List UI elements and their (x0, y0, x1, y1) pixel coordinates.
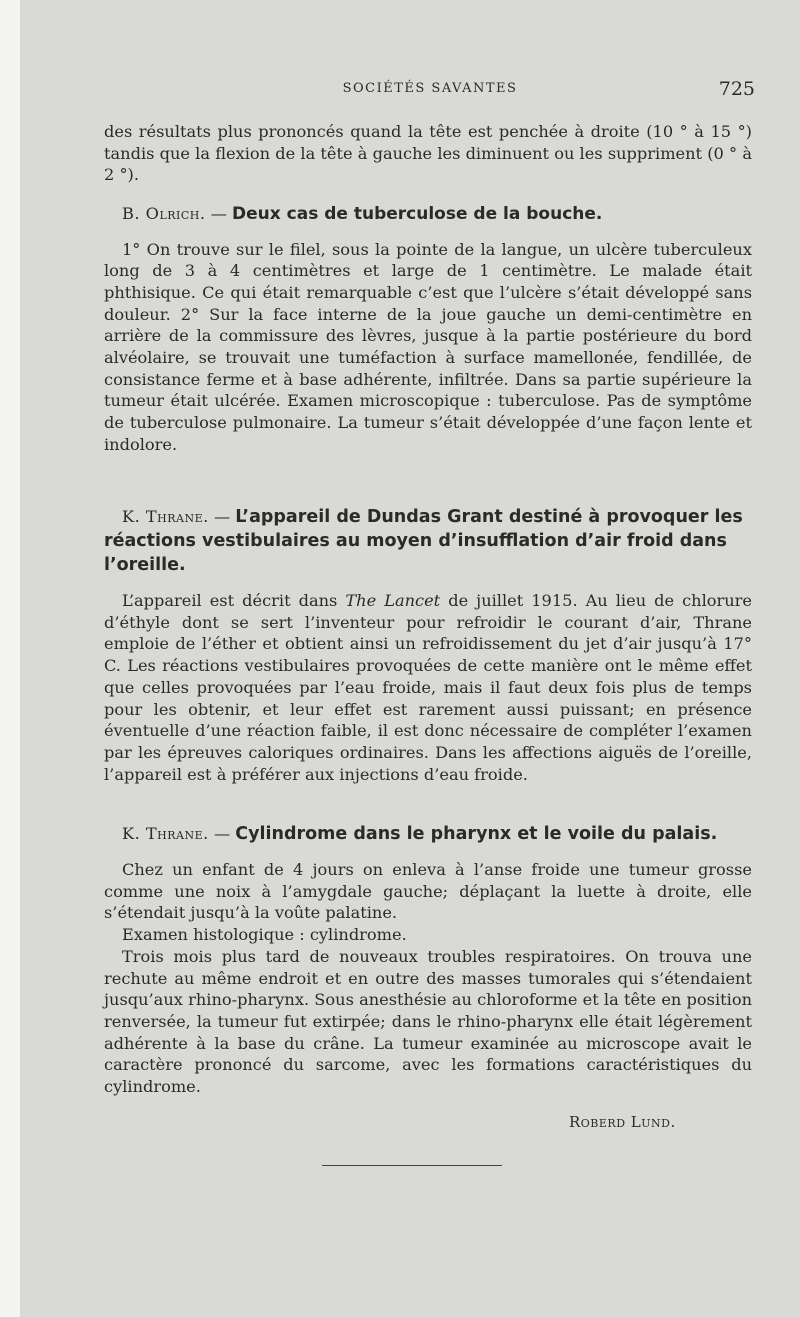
article-paragraph-3: Trois mois plus tard de nouveaux troubles respiratoires. On trouva une rechute au même endroit et en outre des masses tumorales qui s’étendaient jusqu’aux rhino-pharynx. Sous anesthésie au chloroforme et la tête en position renversée, la tumeur fut extirpée; dans le rhino-pharynx elle était légèrement adhérente à la base du crâne. La tumeur examinée au microscope avait le caractère prononcé du sarcome, avec les formations caractéristiques du cylindrome. (104, 946, 752, 1097)
intro-paragraph (104, 121, 752, 186)
article-heading (104, 822, 752, 846)
article-title: Cylindrome dans le pharynx et le voile du palais. (235, 824, 718, 844)
article-thrane-appareil (104, 505, 752, 785)
heading-dash: — (208, 824, 236, 843)
article-paragraph-1: Chez un enfant de 4 jours on enleva à l’anse froide une tumeur grosse comme une noix à l’amygdale gauche; déplaçant la luette à droite, elle s’étendait jusqu’à la voûte palatine. (104, 860, 752, 923)
heading-dash: — (208, 507, 236, 526)
end-rule (322, 1165, 502, 1166)
article-author: K. Thrane. (122, 507, 209, 526)
article-olrich (104, 203, 752, 456)
article-title: Deux cas de tuberculose de la bouche. (232, 204, 603, 224)
article-title: L’appareil de Dundas Grant destiné à provoquer les réactions vestibulaires au moyen d’insufflation d’air froid dans l’oreille. (104, 507, 743, 575)
body-before-journal: L’appareil est décrit dans (122, 591, 346, 610)
article-thrane-cylindrome (104, 822, 752, 1098)
running-title: SOCIÉTÉS SAVANTES (342, 81, 518, 96)
article-heading (104, 505, 752, 577)
article-paragraph-2: Examen histologique : cylindrome. (122, 925, 407, 945)
article-heading (104, 203, 752, 226)
article-body (104, 590, 752, 785)
heading-dash: — (205, 204, 233, 223)
article-author: B. Olrich. (122, 204, 206, 223)
running-header (105, 78, 755, 102)
intro-text: des résultats plus prononcés quand la tête est penchée à droite (10 ° à 15 °) tandis que la flexion de la tête à gauche les diminuent ou les suppriment (0 ° à 2 °). (104, 122, 752, 185)
article-author: K. Thrane. (122, 824, 209, 843)
body-after-journal: de juillet 1915. Au lieu de chlorure d’éthyle dont se sert l’inventeur pour refroidir le courant d’air, Thrane emploie de l’éther et obtient ainsi un refroidissement du jet d’air jusqu’à 17° C. Les réactions vestibulaires provoquées de cette manière ont le même effet que celles provoquées par l’eau froide, mais il faut deux fois plus de temps pour les obtenir, et leur effet est rarement aussi puissant; en présence éventuelle d’une réaction faible, il est donc nécessaire de compléter l’examen par les épreuves caloriques ordinaires. Dans les affections aiguës de l’oreille, l’appareil est à préférer aux injections d’eau froide. (104, 591, 752, 784)
article-body: 1° On trouve sur le filel, sous la pointe de la langue, un ulcère tuberculeux long de 3 à 4 centimètres et large de 1 centimètre. Le malade était phthisique. Ce qui était remarquable c’est que l’ulcère s’était développé sans douleur. 2° Sur la face interne de la joue gauche un demi-centimètre en arrière de la commissure des lèvres, jusque à la partie postérieure du bord alvéolaire, se trouvait une tuméfaction à surface mamellonée, fendillée, de consistance ferme et à base adhérente, infiltrée. Dans sa partie supérieure la tumeur était ulcérée. Examen microscopique : tuberculose. Pas de symptôme de tuberculose pulmonaire. La tumeur s’était développée d’une façon lente et indolore. (104, 239, 752, 454)
signature: Roberd Lund. (569, 1113, 676, 1131)
page-number: 725 (718, 78, 755, 100)
scan-margin (0, 0, 20, 1317)
journal-name: The Lancet (345, 591, 441, 610)
